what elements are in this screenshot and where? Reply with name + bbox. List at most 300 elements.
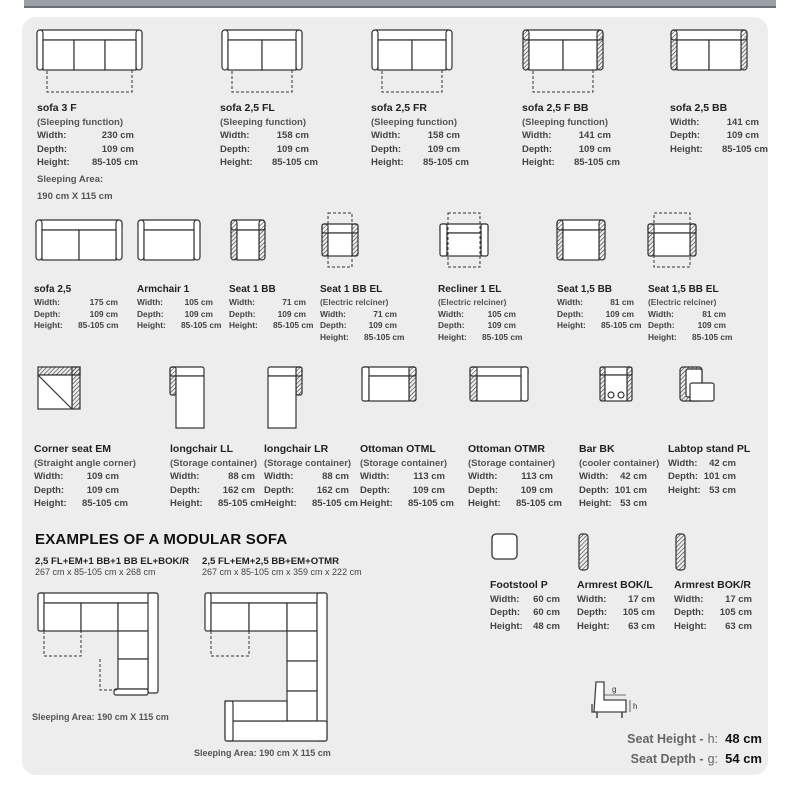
spec-width-value: 105 cm (487, 308, 516, 319)
spec-depth-value: 105 cm (622, 607, 655, 619)
spec-depth-row (137, 309, 213, 321)
armchair-icon (136, 218, 202, 264)
spec-width-row (229, 297, 306, 309)
spec-height-row (371, 156, 469, 169)
spec-height-label: Height: (37, 157, 70, 169)
spec-width-label: Width: (674, 594, 704, 605)
seat-height-symbol: h (633, 702, 638, 711)
spec-depth-row (522, 143, 611, 156)
spec-width-row (438, 309, 516, 321)
spec-height-value: 85-105 cm (312, 498, 358, 510)
product-spec-sofa-2-5-bb (670, 101, 768, 156)
spec-width-value: 105 cm (184, 297, 213, 307)
spec-width-label: Width: (577, 594, 607, 605)
spec-width-value: 175 cm (89, 297, 118, 307)
spec-height-row (522, 156, 620, 169)
spec-height-row (668, 484, 750, 497)
seat-depth-label: Seat Depth - (630, 752, 704, 766)
product-spec-armrest-bok-l (577, 578, 655, 633)
ottoman-icon (360, 365, 418, 405)
product-spec-bar-bk (579, 442, 659, 511)
spec-width-label: Width: (579, 471, 609, 483)
spec-height-value: 85-105 cm (516, 498, 562, 510)
spec-depth-label: Depth: (579, 484, 610, 496)
product-spec-ottoman-otml (360, 442, 454, 511)
spec-depth-row (579, 484, 659, 497)
spec-width-row (648, 309, 726, 321)
spec-height-row (468, 497, 562, 510)
spec-height-label: Height: (371, 157, 404, 169)
product-name: sofa 3 F (37, 102, 77, 114)
product-spec-longchair-lr (264, 442, 358, 511)
spec-depth-label: Depth: (170, 484, 201, 496)
product-spec-longchair-ll (170, 442, 264, 511)
spec-height-label: Height: (438, 331, 467, 342)
spec-depth-label: Depth: (490, 607, 521, 619)
product-name: Seat 1 BB (229, 284, 276, 295)
sofa-2-seat-icon (669, 28, 749, 74)
corner-seat-icon (36, 365, 82, 411)
product-note: (Storage container) (170, 458, 258, 469)
spec-depth-row (490, 606, 560, 619)
spec-width-label: Width: (37, 130, 67, 142)
spec-depth-row (37, 143, 134, 156)
spec-depth-label: Depth: (34, 484, 65, 496)
spec-width-value: 17 cm (725, 594, 752, 605)
armrest-icon (674, 532, 688, 572)
spec-width-value: 113 cm (413, 471, 445, 483)
spec-width-row (220, 129, 309, 142)
spec-height-row (577, 620, 655, 633)
spec-depth-value: 105 cm (719, 607, 752, 619)
spec-height-row (34, 497, 136, 510)
product-note: (Electric relciner) (320, 297, 389, 307)
product-spec-ottoman-otmr (468, 442, 562, 511)
spec-depth-label: Depth: (320, 320, 347, 330)
example-1-dims: 267 cm x 85-105 cm x 268 cm (35, 567, 156, 577)
spec-depth-label: Depth: (220, 143, 251, 155)
seat-profile-icon (588, 678, 646, 720)
spec-height-label: Height: (522, 157, 555, 169)
spec-depth-value: 162 cm (222, 484, 255, 496)
example-1-sleeping-area: Sleeping Area: 190 cm X 115 cm (32, 712, 169, 722)
spec-height-row (438, 331, 523, 344)
spec-width-row (522, 129, 611, 142)
spec-depth-label: Depth: (674, 607, 705, 619)
spec-height-value: 53 cm (620, 498, 647, 510)
spec-depth-value: 109 cm (427, 143, 460, 155)
spec-height-value: 85-105 cm (218, 498, 264, 510)
spec-depth-value: 109 cm (412, 484, 445, 496)
spec-depth-label: Depth: (438, 320, 465, 330)
recliner-seat-icon (646, 210, 698, 270)
product-name: Seat 1,5 BB (557, 284, 613, 295)
spec-width-row (674, 593, 752, 606)
seat-depth-row (612, 749, 762, 769)
spec-depth-value: 109 cm (86, 484, 119, 496)
spec-width-value: 81 cm (610, 297, 634, 307)
spec-height-value: 85-105 cm (574, 157, 620, 169)
product-spec-corner-seat-em (34, 442, 136, 511)
spec-height-label: Height: (34, 320, 63, 330)
spec-height-label: Height: (668, 484, 701, 496)
spec-width-row (360, 470, 447, 483)
spec-width-value: 88 cm (322, 471, 349, 483)
spec-depth-row (577, 606, 655, 619)
spec-width-row (579, 470, 659, 483)
spec-depth-label: Depth: (648, 320, 675, 330)
product-note: (Sleeping function) (522, 117, 609, 128)
product-name: sofa 2,5 F BB (522, 102, 589, 114)
example-2-dims: 267 cm x 85-105 cm x 359 cm x 222 cm (202, 567, 362, 577)
spec-width-row (320, 309, 397, 321)
spec-width-label: Width: (371, 130, 401, 142)
spec-width-value: 230 cm (101, 130, 134, 142)
product-spec-footstool-p (490, 578, 560, 633)
sofa-2-seat-bed-icon (521, 28, 605, 98)
spec-height-row (670, 143, 768, 156)
spec-depth-label: Depth: (557, 308, 584, 319)
armrest-icon (577, 532, 591, 572)
product-name: Armrest BOK/L (577, 579, 653, 591)
spec-width-label: Width: (490, 594, 520, 605)
spec-width-row (668, 457, 750, 470)
spec-depth-row (360, 484, 447, 497)
examples-title: EXAMPLES OF A MODULAR SOFA (35, 531, 288, 548)
spec-width-label: Width: (522, 130, 552, 142)
product-name: Ottoman OTML (360, 443, 436, 455)
spec-height-value: 85-105 cm (722, 143, 768, 155)
product-spec-sofa-2-5-f-bb (522, 101, 620, 170)
spec-depth-value: 101 cm (614, 484, 647, 496)
spec-depth-row (34, 309, 118, 321)
spec-depth-label: Depth: (668, 471, 699, 483)
product-name: Armchair 1 (137, 284, 190, 295)
seat-depth-symbol: g (612, 685, 617, 694)
product-spec-recliner-1-el (438, 282, 523, 343)
product-spec-sofa-3-f (37, 101, 138, 203)
product-spec-seat-1-bb (229, 282, 314, 332)
spec-width-label: Width: (670, 117, 700, 128)
recliner-seat-icon (320, 210, 360, 270)
product-note: (Straight angle corner) (34, 458, 136, 469)
spec-height-label: Height: (320, 331, 349, 342)
product-name: Seat 1 BB EL (320, 284, 383, 295)
longchair-icon (168, 365, 208, 431)
spec-depth-row (229, 309, 306, 321)
product-name: sofa 2,5 (34, 284, 72, 295)
spec-width-value: 113 cm (521, 471, 553, 483)
spec-height-row (37, 156, 138, 169)
product-note: (Sleeping function) (371, 117, 458, 128)
spec-height-row (137, 320, 222, 332)
product-spec-sofa-2-5-fr (371, 101, 469, 170)
spec-width-row (34, 297, 118, 309)
spec-depth-value: 109 cm (184, 308, 213, 319)
spec-depth-value: 109 cm (726, 130, 759, 142)
spec-height-value: 85-105 cm (601, 320, 642, 330)
spec-height-value: 85-105 cm (82, 498, 128, 510)
spec-width-value: 71 cm (373, 308, 397, 319)
product-note: (Sleeping function) (220, 117, 307, 128)
product-note: (Electric relciner) (438, 297, 507, 307)
spec-width-row (137, 297, 213, 309)
product-note: (Storage container) (264, 458, 352, 469)
sofa-2-seat-icon (34, 218, 124, 264)
product-name: sofa 2,5 FL (220, 102, 275, 114)
spec-depth-row (468, 484, 555, 497)
example-1-header (35, 556, 189, 577)
laptop-stand-icon (678, 365, 718, 405)
spec-width-label: Width: (264, 471, 294, 483)
spec-depth-label: Depth: (371, 143, 402, 155)
spec-height-value: 63 cm (628, 620, 655, 632)
spec-depth-value: 109 cm (520, 484, 553, 496)
spec-height-value: 85-105 cm (92, 157, 138, 169)
spec-width-label: Width: (320, 308, 346, 319)
spec-width-label: Width: (648, 308, 674, 319)
spec-height-label: Height: (579, 498, 612, 510)
spec-width-row (490, 593, 560, 606)
spec-height-value: 85-105 cm (181, 320, 222, 330)
spec-width-label: Width: (137, 297, 163, 307)
spec-width-value: 42 cm (620, 471, 647, 483)
product-spec-armrest-bok-r (674, 578, 752, 633)
spec-depth-value: 162 cm (316, 484, 349, 496)
seat-dimensions (612, 729, 762, 769)
spec-depth-label: Depth: (37, 143, 68, 155)
spec-height-row (34, 320, 118, 332)
product-name: Ottoman OTMR (468, 443, 545, 455)
sleeping-area-value: 190 cm X 115 cm (37, 190, 113, 202)
sleeping-area-label: Sleeping Area: (37, 173, 104, 185)
product-name: Armrest BOK/R (674, 579, 752, 591)
spec-depth-value: 109 cm (101, 143, 134, 155)
modular-sofa-example-icon (203, 590, 333, 745)
seat-height-label: Seat Height - (627, 732, 704, 746)
spec-height-label: Height: (490, 620, 523, 632)
seat-depth-value: 54 cm (725, 751, 762, 766)
product-name: longchair LL (170, 443, 233, 455)
product-spec-armchair-1 (137, 282, 222, 332)
spec-depth-row (264, 484, 351, 497)
spec-height-row (490, 620, 560, 633)
spec-width-value: 88 cm (228, 471, 255, 483)
spec-width-value: 141 cm (726, 117, 759, 128)
seat-depth-symbol-text: g: (707, 752, 718, 766)
product-note: (Electric relciner) (648, 297, 717, 307)
spec-depth-label: Depth: (34, 308, 61, 319)
spec-height-label: Height: (34, 498, 67, 510)
spec-width-label: Width: (229, 297, 255, 307)
spec-height-value: 85-105 cm (423, 157, 469, 169)
spec-width-row (170, 470, 257, 483)
seat-height-symbol-text: h: (707, 732, 718, 746)
spec-height-value: 85-105 cm (482, 331, 523, 342)
spec-height-row (579, 497, 659, 510)
bar-cooler-icon (598, 365, 634, 405)
spec-depth-row (668, 470, 750, 483)
spec-depth-value: 109 cm (368, 320, 397, 330)
spec-width-label: Width: (360, 471, 390, 483)
spec-height-row (264, 497, 358, 510)
spec-height-value: 63 cm (725, 620, 752, 632)
product-name: sofa 2,5 BB (670, 102, 728, 114)
product-name: Footstool P (490, 579, 548, 591)
spec-depth-value: 60 cm (533, 607, 560, 619)
spec-depth-value: 109 cm (487, 320, 516, 330)
longchair-icon (264, 365, 304, 431)
seat-icon (229, 218, 267, 264)
modular-sofa-example-icon (36, 590, 166, 700)
spec-width-value: 71 cm (282, 297, 306, 307)
example-1-name: 2,5 FL+EM+1 BB+1 BB EL+BOK/R (35, 556, 190, 567)
spec-height-value: 85-105 cm (692, 331, 733, 342)
spec-depth-label: Depth: (670, 130, 701, 142)
spec-height-value: 53 cm (709, 484, 736, 496)
spec-height-row (360, 497, 454, 510)
spec-height-label: Height: (670, 143, 703, 155)
spec-depth-value: 109 cm (578, 143, 611, 155)
spec-height-value: 48 cm (533, 620, 560, 632)
product-note: (Storage container) (360, 458, 448, 469)
spec-depth-row (557, 309, 634, 321)
example-2-sleeping-area: Sleeping Area: 190 cm X 115 cm (194, 748, 331, 758)
spec-width-value: 141 cm (578, 130, 611, 142)
spec-height-row (320, 331, 405, 344)
spec-depth-row (320, 320, 397, 332)
spec-depth-row (670, 129, 759, 142)
spec-height-label: Height: (220, 157, 253, 169)
spec-height-label: Height: (264, 498, 297, 510)
product-note: (Sleeping function) (37, 117, 124, 128)
spec-height-label: Height: (577, 620, 610, 632)
sofa-2-seat-bed-icon (370, 28, 454, 98)
spec-depth-value: 109 cm (89, 308, 118, 319)
spec-depth-value: 109 cm (277, 308, 306, 319)
spec-depth-value: 109 cm (276, 143, 309, 155)
spec-depth-row (648, 320, 726, 332)
ottoman-icon (468, 365, 530, 405)
spec-depth-value: 109 cm (605, 308, 634, 319)
spec-width-row (37, 129, 134, 142)
product-name: sofa 2,5 FR (371, 102, 428, 114)
spec-width-label: Width: (170, 471, 200, 483)
spec-height-label: Height: (674, 620, 707, 632)
spec-width-label: Width: (468, 471, 498, 483)
spec-depth-label: Depth: (468, 484, 499, 496)
spec-depth-row (371, 143, 460, 156)
spec-width-label: Width: (34, 297, 60, 307)
spec-width-value: 158 cm (427, 130, 460, 142)
spec-depth-row (170, 484, 257, 497)
product-name: Seat 1,5 BB EL (648, 284, 719, 295)
spec-height-value: 85-105 cm (273, 320, 314, 330)
spec-width-row (34, 470, 136, 483)
product-name: Labtop stand PL (668, 443, 751, 455)
spec-width-label: Width: (438, 308, 464, 319)
spec-width-value: 158 cm (276, 130, 309, 142)
spec-height-value: 85-105 cm (408, 498, 454, 510)
spec-height-value: 85-105 cm (272, 157, 318, 169)
example-2-header (202, 556, 362, 577)
product-note: (cooler container) (579, 458, 660, 469)
spec-height-label: Height: (170, 498, 203, 510)
spec-height-row (648, 331, 733, 344)
product-name: Bar BK (579, 443, 615, 455)
seat-height-value: 48 cm (725, 731, 762, 746)
spec-height-row (229, 320, 314, 332)
footstool-icon (490, 532, 520, 562)
spec-width-value: 17 cm (628, 594, 655, 605)
spec-depth-row (34, 484, 136, 497)
spec-height-label: Height: (137, 320, 166, 330)
spec-depth-label: Depth: (229, 308, 256, 319)
spec-depth-row (438, 320, 516, 332)
spec-depth-label: Depth: (577, 607, 608, 619)
product-spec-labtop-stand-pl (668, 442, 750, 497)
product-spec-seat-1-bb-el (320, 282, 405, 343)
product-name: Corner seat EM (34, 443, 112, 455)
spec-height-value: 85-105 cm (78, 320, 119, 330)
spec-width-row (577, 593, 655, 606)
spec-height-value: 85-105 cm (364, 331, 405, 342)
spec-depth-label: Depth: (264, 484, 295, 496)
spec-height-row (674, 620, 752, 633)
recliner-icon (438, 210, 490, 270)
sofa-2-seat-bed-icon (220, 28, 304, 98)
spec-height-label: Height: (648, 331, 677, 342)
example-2-name: 2,5 FL+EM+2,5 BB+EM+OTMR (202, 556, 340, 567)
spec-height-label: Height: (229, 320, 258, 330)
product-name: Recliner 1 EL (438, 284, 502, 295)
spec-width-label: Width: (557, 297, 583, 307)
product-spec-seat-1-5-bb-el (648, 282, 733, 343)
spec-width-row (468, 470, 555, 483)
product-spec-seat-1-5-bb (557, 282, 642, 332)
spec-height-row (557, 320, 642, 332)
spec-depth-row (220, 143, 309, 156)
spec-height-label: Height: (468, 498, 501, 510)
spec-height-label: Height: (360, 498, 393, 510)
spec-height-row (220, 156, 318, 169)
seat-icon (555, 218, 607, 264)
spec-depth-value: 101 cm (703, 471, 736, 483)
spec-width-row (371, 129, 460, 142)
spec-height-label: Height: (557, 320, 586, 330)
spec-width-value: 42 cm (709, 458, 736, 469)
spec-depth-row (674, 606, 752, 619)
spec-width-label: Width: (34, 471, 64, 483)
product-note: (Storage container) (468, 458, 556, 469)
spec-width-row (557, 297, 634, 309)
product-spec-sofa-2-5-fl (220, 101, 318, 170)
spec-depth-label: Depth: (360, 484, 391, 496)
spec-depth-label: Depth: (522, 143, 553, 155)
top-rule (24, 0, 776, 8)
sofa-3-seat-bed-icon (35, 28, 144, 98)
spec-width-value: 81 cm (702, 308, 726, 319)
product-spec-sofa-2-5 (34, 282, 118, 332)
spec-depth-value: 109 cm (697, 320, 726, 330)
spec-depth-label: Depth: (137, 308, 164, 319)
spec-width-row (670, 116, 759, 129)
seat-height-row (612, 729, 762, 749)
spec-width-value: 60 cm (533, 594, 560, 605)
spec-width-row (264, 470, 351, 483)
spec-width-value: 109 cm (86, 471, 119, 483)
spec-width-label: Width: (220, 130, 250, 142)
